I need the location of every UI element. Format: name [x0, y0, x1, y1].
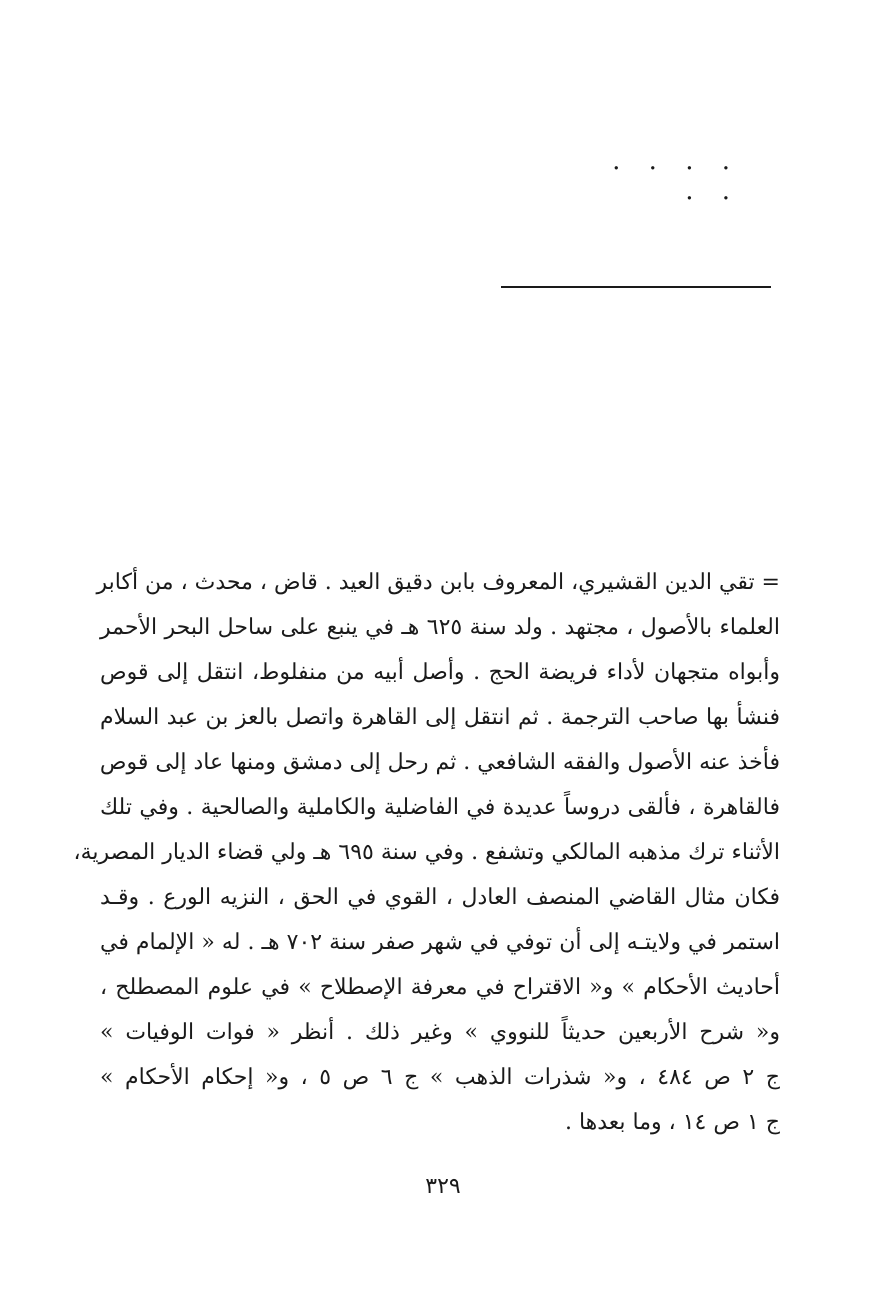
footnote-line: فنشأ بها صاحب الترجمة . ثم انتقل إلى القاهرة واتصل بالعز بن عبد السلام [100, 705, 780, 730]
footnote-line: ج ٢ ص ٤٨٤ ، و« شذرات الذهب » ج ٦ ص ٥ ، و« إحكام الأحكام » [100, 1065, 780, 1090]
footnote-line: و« شرح الأربعين حديثاً للنووي » وغير ذلك . أنظر « فوات الوفيات » [100, 1020, 780, 1045]
footnote-line: العلماء بالأصول ، مجتهد . ولد سنة ٦٢٥ هـ في ينبع على ساحل البحر الأحمر [100, 615, 780, 640]
footnote-line: فكان مثال القاضي المنصف العادل ، القوي في الحق ، النزيه الورع . وقـد [100, 885, 780, 910]
ellipsis-marker: . . . . . . [612, 146, 740, 206]
footnote-line: فأخذ عنه الأصول والفقه الشافعي . ثم رحل إلى دمشق ومنها عاد إلى قوص [99, 750, 780, 775]
footnote-line: فالقاهرة ، فألقى دروساً عديدة في الفاضلية والكاملية والصالحية . وفي تلك [100, 795, 780, 820]
footnote-line: وأبواه متجهان لأداء فريضة الحج . وأصل أبيه من منفلوط، انتقل إلى قوص [100, 660, 780, 685]
footnote-line: الأثناء ترك مذهبه المالكي وتشفع . وفي سنة ٦٩٥ هـ ولي قضاء الديار المصرية، [73, 840, 780, 865]
footnote-text [73, 560, 780, 1145]
footnote-line: استمر في ولايتـه إلى أن توفي في شهر صفر سنة ٧٠٢ هـ . له « الإلمام في [100, 930, 780, 955]
footnote-separator-rule [501, 286, 771, 288]
footnote-line: أحاديث الأحكام » و« الاقتراح في معرفة الإصطلاح » في علوم المصطلح ، [100, 975, 780, 1000]
footnote-line: = تقي الدين القشيري، المعروف بابن دقيق العيد . قاض ، محدث ، من أكابر [96, 570, 780, 595]
footnote-line: ج ١ ص ١٤ ، وما بعدها . [564, 1110, 780, 1135]
page-number: ٣٢٩ [425, 1174, 461, 1199]
